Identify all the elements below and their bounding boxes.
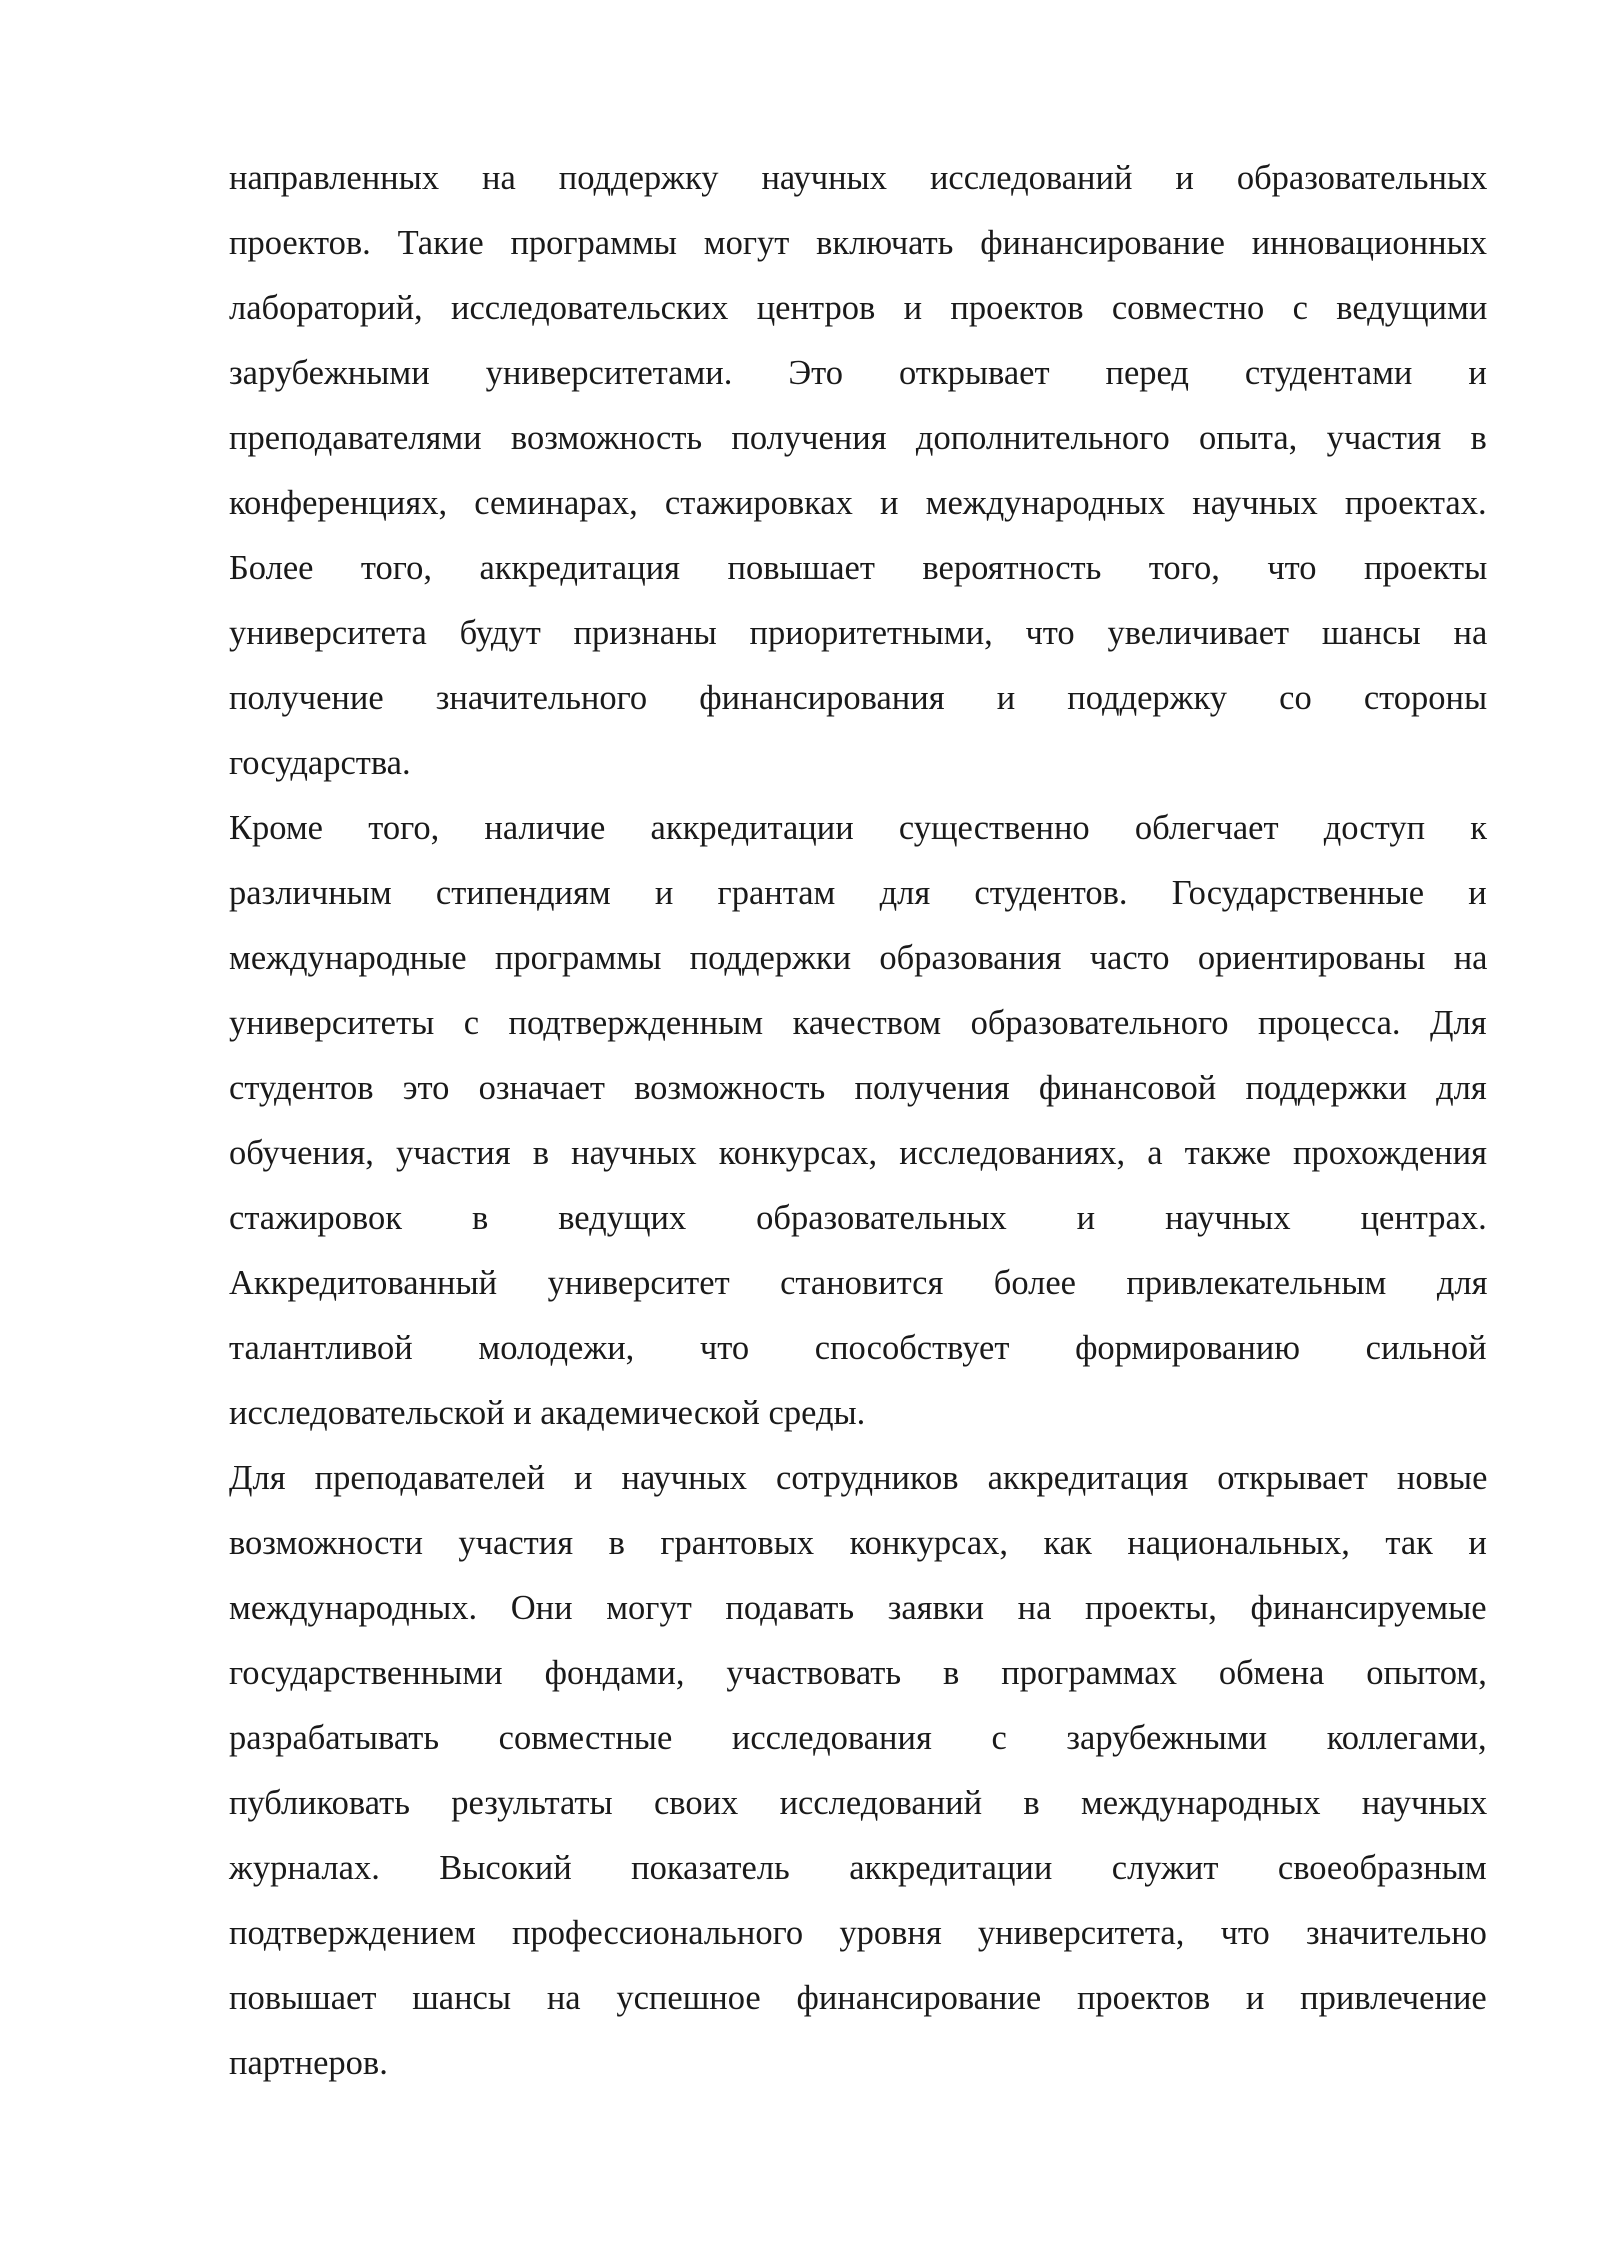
- text-line: международных. Они могут подавать заявки на проекты, финансируемые: [229, 1589, 1487, 1627]
- text-line: преподавателями возможность получения дополнительного опыта, участия в: [229, 419, 1487, 457]
- paragraph-3: [229, 1446, 1487, 2096]
- text-line: студентов это означает возможность получения финансовой поддержки для: [229, 1069, 1487, 1107]
- text-line: повышает шансы на успешное финансирование проектов и привлечение: [229, 1979, 1487, 2017]
- text-line: государственными фондами, участвовать в программах обмена опытом,: [229, 1654, 1487, 1692]
- text-line: талантливой молодежи, что способствует формированию сильной: [229, 1329, 1487, 1367]
- text-line: Кроме того, наличие аккредитации существенно облегчает доступ к: [229, 809, 1488, 847]
- text-line: исследовательской и академической среды.: [229, 1394, 866, 1432]
- text-line: получение значительного финансирования и поддержку со стороны: [229, 679, 1488, 717]
- text-line: различным стипендиям и грантам для студентов. Государственные и: [229, 874, 1487, 912]
- text-line: университета будут признаны приоритетными, что увеличивает шансы на: [229, 614, 1488, 652]
- text-line: партнеров.: [229, 2044, 388, 2082]
- text-line: Аккредитованный университет становится более привлекательным для: [229, 1264, 1488, 1302]
- text-line: стажировок в ведущих образовательных и научных центрах.: [229, 1199, 1487, 1237]
- text-line: государства.: [229, 744, 411, 782]
- paragraph-1: [229, 146, 1487, 796]
- text-line: публиковать результаты своих исследований в международных научных: [229, 1784, 1488, 1822]
- text-line: журналах. Высокий показатель аккредитации служит своеобразным: [229, 1849, 1487, 1887]
- text-line: обучения, участия в научных конкурсах, исследованиях, а также прохождения: [229, 1134, 1487, 1172]
- text-line: подтверждением профессионального уровня университета, что значительно: [229, 1914, 1487, 1952]
- document-body: [229, 146, 1487, 2096]
- text-line: лабораторий, исследовательских центров и проектов совместно с ведущими: [229, 289, 1488, 327]
- text-line: Для преподавателей и научных сотрудников аккредитация открывает новые: [229, 1459, 1488, 1497]
- text-line: университеты с подтвержденным качеством образовательного процесса. Для: [229, 1004, 1487, 1042]
- text-line: Более того, аккредитация повышает вероятность того, что проекты: [229, 549, 1488, 587]
- text-line: разрабатывать совместные исследования с зарубежными коллегами,: [229, 1719, 1487, 1757]
- text-line: зарубежными университетами. Это открывает перед студентами и: [229, 354, 1487, 392]
- paragraph-2: [229, 796, 1487, 1446]
- text-line: возможности участия в грантовых конкурсах, как национальных, так и: [229, 1524, 1487, 1562]
- text-line: проектов. Такие программы могут включать финансирование инновационных: [229, 224, 1488, 262]
- text-line: международные программы поддержки образования часто ориентированы на: [229, 939, 1488, 977]
- text-line: конференциях, семинарах, стажировках и международных научных проектах.: [229, 484, 1487, 522]
- text-line: направленных на поддержку научных исследований и образовательных: [229, 159, 1488, 197]
